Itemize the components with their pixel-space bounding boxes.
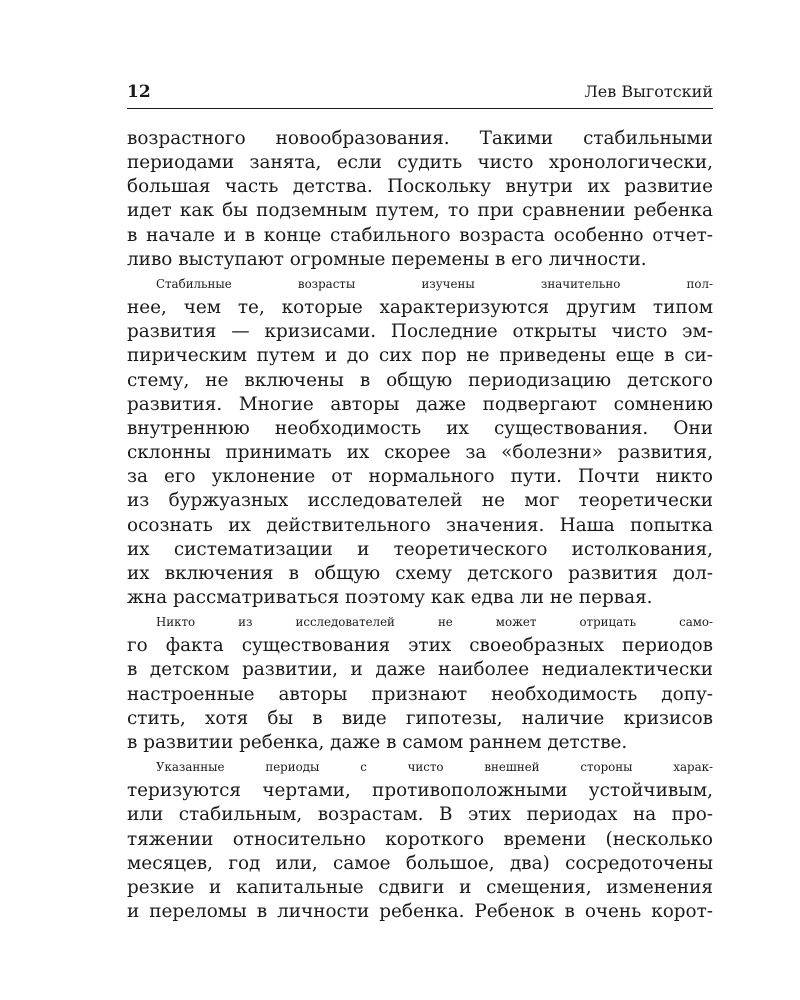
text-line: развития. Многие авторы даже подвергают сомнению bbox=[127, 393, 713, 415]
text-line: тяжении относительно короткого времени (несколько bbox=[127, 828, 713, 850]
text-line: в начале и в конце стабильного возраста особенно отчет- bbox=[127, 224, 713, 246]
text-line: идет как бы подземным путем, то при сравнении ребенка bbox=[127, 200, 713, 222]
text-line: осознать их действительного значения. Наша попытка bbox=[127, 514, 713, 536]
text-line: и переломы в личности ребенка. Ребенок в очень корот- bbox=[127, 901, 713, 922]
text-line: периодами занята, если судить чисто хронологически, bbox=[127, 152, 713, 174]
text-line: го факта существования этих своеобразных периодов bbox=[127, 635, 713, 657]
text-line: в развитии ребенка, даже в самом раннем детстве. bbox=[127, 731, 628, 753]
text-line: их систематизации и теоретического истолкования, bbox=[127, 538, 713, 560]
text-line: их включения в общую схему детского развития дол- bbox=[127, 562, 713, 584]
text-line: пирическим путем и до сих пор не приведены еще в си- bbox=[127, 345, 713, 367]
running-title: Лев Выготский bbox=[584, 82, 713, 101]
text-line: месяцев, год или, самое большое, два) сосредоточены bbox=[127, 852, 713, 874]
body-text bbox=[127, 127, 713, 924]
text-line: из буржуазных исследователей не мог теоретически bbox=[127, 490, 713, 512]
text-line: нее, чем те, которые характеризуются другим типом bbox=[127, 297, 713, 319]
header-rule bbox=[127, 108, 713, 109]
text-line: за его уклонение от нормального пути. Почти никто bbox=[127, 466, 713, 488]
text-line: жна рассматриваться поэтому как едва ли не первая. bbox=[127, 586, 653, 608]
text-line: ливо выступают огромные перемены в его личности. bbox=[127, 248, 647, 270]
running-head bbox=[127, 78, 713, 106]
text-line: или стабильным, возрастам. В этих периодах на про- bbox=[127, 804, 713, 826]
text-line: возрастного новообразования. Такими стабильными bbox=[127, 128, 713, 149]
text-line: резкие и капитальные сдвиги и смещения, изменения bbox=[127, 876, 713, 898]
text-line: склонны принимать их скорее за «болезни» развития, bbox=[127, 442, 713, 464]
book-page bbox=[127, 78, 713, 924]
text-line: внутреннюю необходимость их существования. Они bbox=[127, 417, 713, 439]
text-line: Никто из исследователей не может отрицать само- bbox=[156, 615, 713, 630]
text-line: настроенные авторы признают необходимость допу- bbox=[127, 683, 713, 705]
text-line: большая часть детства. Поскольку внутри их развитие bbox=[127, 176, 713, 198]
text-line: в детском развитии, и даже наиболее недиалектически bbox=[127, 659, 713, 681]
text-line: развития — кризисами. Последние открыты чисто эм- bbox=[127, 321, 713, 343]
text-line: Стабильные возрасты изучены значительно пол- bbox=[156, 276, 713, 291]
text-line: стить, хотя бы в виде гипотезы, наличие кризисов bbox=[127, 707, 713, 729]
page-number: 12 bbox=[127, 82, 151, 102]
text-line: теризуются чертами, противоположными устойчивым, bbox=[127, 780, 713, 802]
text-line: Указанные периоды с чисто внешней стороны харак- bbox=[156, 760, 713, 775]
text-line: стему, не включены в общую периодизацию детского bbox=[127, 369, 713, 391]
